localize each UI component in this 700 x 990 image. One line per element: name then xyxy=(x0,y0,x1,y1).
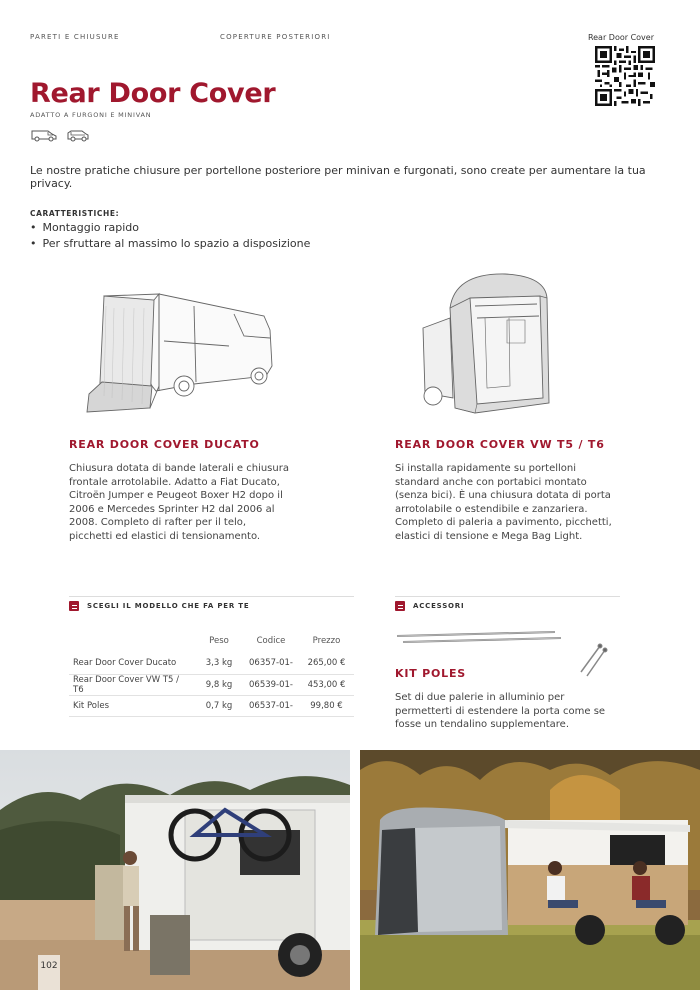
table-cell: 265,00 € xyxy=(299,653,354,674)
divider xyxy=(395,596,620,597)
table-cell: 06539-01- xyxy=(243,674,299,695)
table-cell: Kit Poles xyxy=(69,695,195,716)
table-row xyxy=(69,653,354,674)
page-subtitle: ADATTO A FURGONI E MINIVAN xyxy=(30,111,152,119)
table-cell: 06537-01- xyxy=(243,695,299,716)
page-title: Rear Door Cover xyxy=(30,78,276,109)
list-item: • Per sfruttare al massimo lo spazio a disposizione xyxy=(30,236,310,252)
intro-text: Le nostre pratiche chiusure per portellone posteriore per minivan e furgonati, sono create per aumentare la tua privacy. xyxy=(30,164,646,190)
accessories-section-title: ACCESSORI xyxy=(413,602,465,610)
table-cell: Rear Door Cover VW T5 / T6 xyxy=(69,674,195,695)
table-cell: 3,3 kg xyxy=(195,653,243,674)
features-label: CARATTERISTICHE: xyxy=(30,209,120,218)
vw-t5-t6-illustration xyxy=(415,268,575,416)
table-header: Peso xyxy=(209,636,229,646)
list-item: • Montaggio rapido xyxy=(30,220,310,236)
section-label: PARETI E CHIUSURE xyxy=(30,33,120,41)
page-number: 102 xyxy=(38,955,60,990)
model-section-header xyxy=(69,601,249,611)
accessory-title: KIT POLES xyxy=(395,667,467,680)
product-ducato-description: Chiusura dotata di bande laterali e chiusura frontale arrotolabile. Adatto a Fiat Ducato, Citroën Jumper e Peugeot Boxer H2 dopo il 2006 e Mercedes Sprinter H2 dal 2006 al 2008. Completo di rafter per il telo, picchetti ed elastici di tensionamento. xyxy=(69,463,289,542)
van-icon xyxy=(30,128,58,142)
minivan-icon xyxy=(66,128,90,142)
ducato-van-illustration xyxy=(84,286,279,416)
ducato-lifestyle-photo xyxy=(0,750,350,990)
table-cell: 9,8 kg xyxy=(195,674,243,695)
subsection-label: COPERTURE POSTERIORI xyxy=(220,33,331,41)
table-row xyxy=(69,695,354,716)
table-header: Prezzo xyxy=(312,636,341,646)
model-table xyxy=(69,629,354,717)
product-vw-title: REAR DOOR COVER VW T5 / T6 xyxy=(395,438,605,451)
qr-code-icon[interactable] xyxy=(595,46,655,106)
accessories-section-header xyxy=(395,601,464,611)
table-cell: Rear Door Cover Ducato xyxy=(69,653,195,674)
vw-lifestyle-photo xyxy=(360,750,700,990)
table-header xyxy=(69,629,195,653)
vehicle-type-icons xyxy=(30,128,90,142)
table-cell: 99,80 € xyxy=(299,695,354,716)
accessory-description: Set di due palerie in alluminio per permetterti di estendere la porta come se fosse un tendalino supplementare. xyxy=(395,692,606,731)
table-cell: 0,7 kg xyxy=(195,695,243,716)
product-vw-description: Si installa rapidamente su portelloni standard anche con portabici montato (senza bici). È una chiusura dotata di porta arrotolabile o estendibile e zanzariera. Completo di paleria a pavimento, picchetti, elastici di tensione e Mega Bag Light. xyxy=(395,463,612,542)
features-list xyxy=(30,220,310,252)
list-icon xyxy=(395,601,405,611)
table-header: Codice xyxy=(256,636,286,646)
list-icon xyxy=(69,601,79,611)
table-header-row xyxy=(69,629,354,653)
qr-label: Rear Door Cover xyxy=(587,33,654,42)
table-cell: 453,00 € xyxy=(299,674,354,695)
divider xyxy=(69,596,354,597)
product-ducato-title: REAR DOOR COVER DUCATO xyxy=(69,438,260,451)
table-row xyxy=(69,674,354,695)
table-cell: 06357-01- xyxy=(243,653,299,674)
model-section-title: SCEGLI IL MODELLO CHE FA PER TE xyxy=(87,602,250,610)
